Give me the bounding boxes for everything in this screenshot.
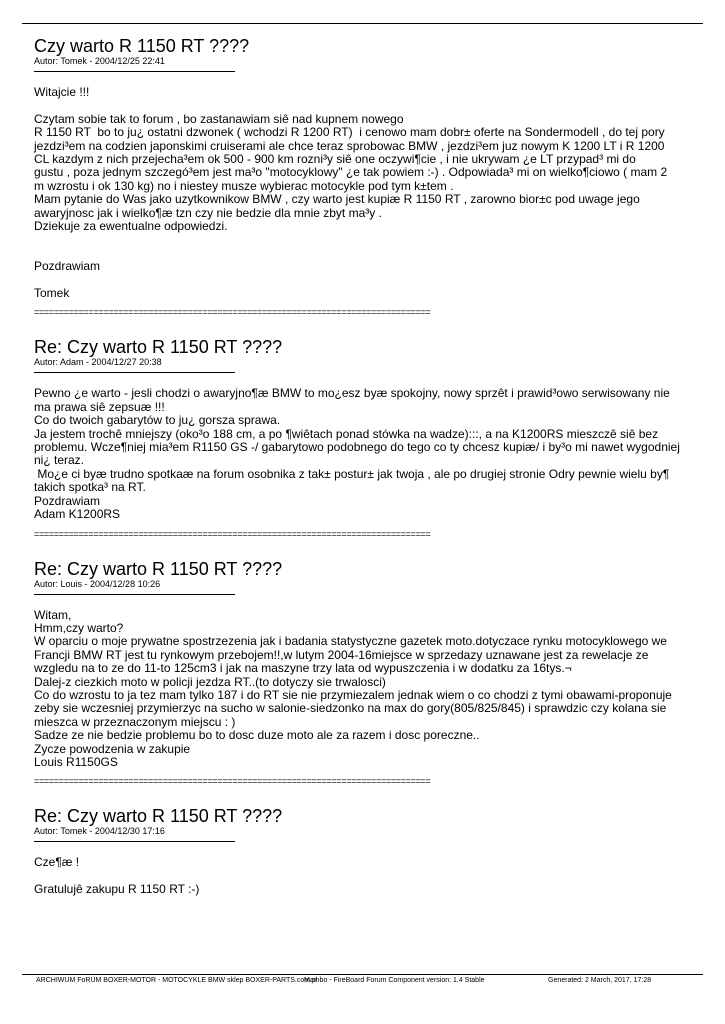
post-body bbox=[34, 86, 690, 300]
post-body-line: Tomek bbox=[34, 286, 70, 301]
post-body-line: Ja jestem trochê mniejszy (oko³o 188 cm, a po ¶wiêtach ponad stówka na wadze):::, a na K1200RS mieszczê siê bez bbox=[34, 426, 659, 441]
post-body bbox=[34, 856, 690, 896]
post-body-line: Witam, bbox=[34, 607, 72, 622]
footer-component-info: Mambo - FireBoard Forum Component version: 1.4 Stable bbox=[304, 977, 485, 984]
post-body-line: W oparciu o moje prywatne spostrzezenia jak i badania statystyczne gazetek moto.dotyczace rynku motocyklowego we bbox=[34, 634, 667, 649]
post-body-line: Dalej-z ciezkich moto w policji jezdza RT..(to dotyczy sie trwalosci) bbox=[34, 674, 386, 689]
post-body-line: Dziekuje za ewentualne odpowiedzi. bbox=[34, 219, 228, 234]
post-title-underline bbox=[34, 841, 235, 842]
post-body-line bbox=[34, 274, 690, 287]
post-body-line: Mam pytanie do Was jako uzytkownikow BMW , czy warto jest kupiæ R 1150 RT , zarowno bior±c pod uwage jego bbox=[34, 192, 640, 207]
post-body-line: Hmm,czy warto? bbox=[34, 620, 124, 635]
post-body-line: mieszca w przeznaczonym miejscu : ) bbox=[34, 714, 236, 729]
post-body-line: R 1150 RT bo to ju¿ ostatni dzwonek ( wchodzi R 1200 RT) i cenowo mam dobr± oferte na Sondermodell , do tej pory bbox=[34, 125, 665, 140]
post-body-line: Witajcie !!! bbox=[34, 85, 90, 99]
post-author-date: Autor: Tomek - 2004/12/25 22:41 bbox=[34, 56, 165, 66]
post-title: Re: Czy warto R 1150 RT ???? bbox=[34, 558, 283, 579]
footer-generated: Generated: 2 March, 2017, 17:28 bbox=[548, 977, 652, 984]
post-body-line: Sadze ze nie bedzie problemu bo to dosc duze moto ale za razem i dosc poreczne.. bbox=[34, 728, 480, 743]
post-body-line: Pozdrawiam bbox=[34, 259, 101, 274]
post-body bbox=[34, 609, 690, 770]
post-separator: ================================================================================ bbox=[34, 307, 431, 318]
post-body-line: Francji BMW RT jest tu rynkowym przebojem!!,w lutym 2004-16miejsce w sprzedazy uznawane jest za rewelacje ze bbox=[34, 647, 649, 662]
post-author-date: Autor: Louis - 2004/12/28 10:26 bbox=[34, 578, 161, 589]
post-body-line: Pozdrawiam bbox=[34, 493, 101, 508]
forum-post bbox=[34, 806, 690, 896]
forum-post bbox=[34, 36, 690, 317]
post-body-line bbox=[34, 99, 690, 112]
post-body-line: Co do wzrostu to ja tez mam tylko 187 i do RT sie nie przymiezalem jednak wiem o co chodzi z tymi obawami-proponuje bbox=[34, 687, 672, 702]
post-separator: ================================================================================ bbox=[34, 776, 431, 787]
post-title-underline bbox=[34, 71, 235, 72]
post-body-line: jezdzi³em na codzien japonskimi cruiserami ale chce teraz sprobowac BMW , jezdzi³em juz nowym K 1200 LT i R 1200 bbox=[34, 138, 665, 153]
post-body-line: zeby sie wczesniej przymierzyc na sucho w salonie-siedzonko na max do gory(805/825/845) i sprawdzic czy kolana sie bbox=[34, 701, 667, 716]
footer-site-name: ARCHIWUM FoRUM BOXER-MOTOR - MOTOCYKLE BMW sklep BOXER-PARTS.com.pl bbox=[36, 977, 318, 984]
footer-rule bbox=[22, 974, 703, 975]
post-body-line: wzgledu na to ze do 11-to 125cm3 i jak na maszyne trzy lata od wypuszczenia i w dodatku za 16tys.¬ bbox=[34, 661, 572, 676]
post-title: Re: Czy warto R 1150 RT ???? bbox=[34, 806, 283, 827]
post-body-line: ma prawa siê zepsuæ !!! bbox=[34, 399, 165, 414]
post-body-line: takich spotka³ na RT. bbox=[34, 480, 146, 495]
post-author-date: Autor: Tomek - 2004/12/30 17:16 bbox=[34, 826, 165, 837]
thread bbox=[34, 36, 690, 897]
post-body-line bbox=[34, 870, 690, 883]
post-title-underline bbox=[34, 372, 235, 373]
post-body-line: Co do twoich gabarytów to ju¿ gorsza sprawa. bbox=[34, 413, 281, 428]
post-title: Czy warto R 1150 RT ???? bbox=[34, 36, 250, 56]
post-body-line: Mo¿e ci byæ trudno spotkaæ na forum osobnika z tak± postur± jak twoja , ale po drugiej stronie Odry pewnie wielu by¶ bbox=[34, 466, 670, 481]
forum-post bbox=[34, 559, 690, 787]
post-body bbox=[34, 387, 690, 521]
forum-post bbox=[34, 337, 690, 538]
post-body-line: CL kazdym z nich przejecha³em ok 500 - 900 km rozni³y siê one oczywi¶cie , i nie ukrywam ¿e LT przypad³ mi do bbox=[34, 152, 636, 167]
post-title: Re: Czy warto R 1150 RT ???? bbox=[34, 337, 283, 358]
post-separator: ================================================================================ bbox=[34, 528, 431, 539]
post-body-line: Cze¶æ ! bbox=[34, 855, 80, 870]
post-body-line: Czytam sobie tak to forum , bo zastanawiam siê nad kupnem nowego bbox=[34, 111, 404, 126]
post-body-line: problemu. Wcze¶niej mia³em R1150 GS -/ gabarytowo podobnego do tego co ty chcesz kupiæ/ i by³o mi nawet wygodniej bbox=[34, 440, 680, 455]
post-body-line: m wzrostu i ok 130 kg) no i niestey musze wybierac motocykle pod tym k±tem . bbox=[34, 178, 454, 193]
post-title-underline bbox=[34, 594, 235, 595]
post-body-line: Zycze powodzenia w zakupie bbox=[34, 741, 191, 756]
post-body-line bbox=[34, 247, 690, 260]
top-rule bbox=[22, 23, 703, 24]
post-body-line bbox=[34, 233, 690, 246]
post-body-line: gustu , poza jednym szczegó³em jest ma³o "motocyklowy" ¿e tak powiem :-) . Odpowiada³ mi on wielko¶ciowo ( mam 2 bbox=[34, 165, 668, 180]
post-body-line: Adam K1200RS bbox=[34, 507, 121, 522]
post-body-line: Pewno ¿e warto - jesli chodzi o awaryjno¶æ BMW to mo¿esz byæ spokojny, nowy sprzêt i prawid³owo serwisowany nie bbox=[34, 386, 670, 401]
post-body-line: Gratulujê zakupu R 1150 RT :-) bbox=[34, 882, 200, 897]
post-body-line: awaryjnosc jak i wielko¶æ tzn czy nie bedzie dla mnie zbyt ma³y . bbox=[34, 205, 382, 220]
post-author-date: Autor: Adam - 2004/12/27 20:38 bbox=[34, 357, 162, 368]
post-body-line: ni¿ teraz. bbox=[34, 453, 85, 468]
post-body-line: Louis R1150GS bbox=[34, 754, 118, 769]
